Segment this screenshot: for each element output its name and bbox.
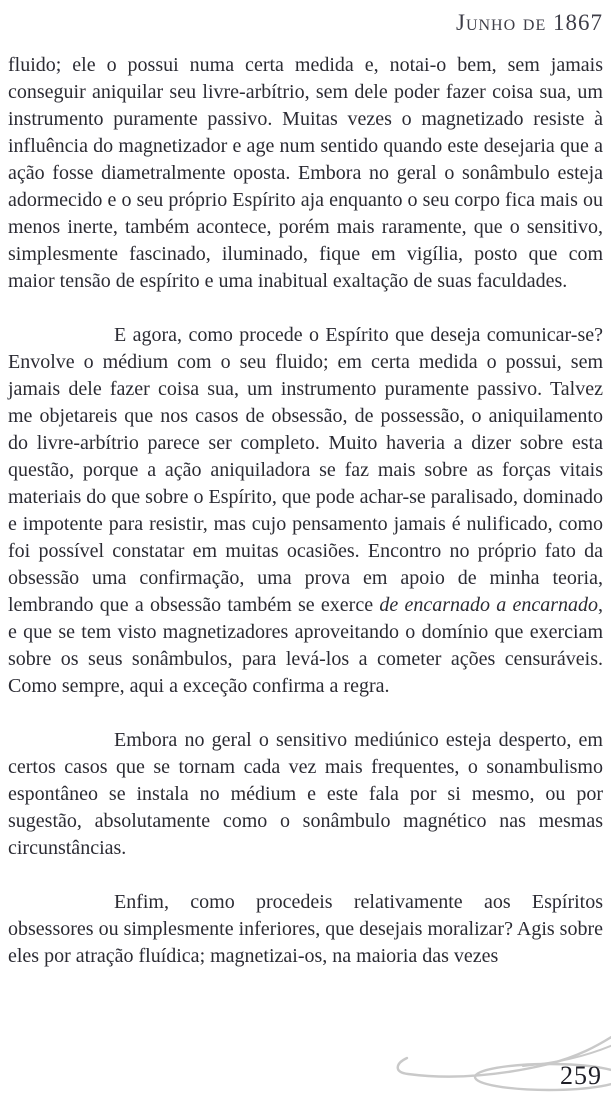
- page-footer: [373, 1036, 611, 1098]
- paragraph-2-italic-phrase: de encarnado a encarnado: [379, 594, 599, 616]
- page-body: [8, 52, 603, 997]
- paragraph-2-text-continued: , e que se tem visto magnetizadores aproveitando o domínio que exerciam sobre os seus sonâmbulos, para levá-los a cometer ações censuráveis. Como sempre, aqui a exceção confirma a regra.: [8, 594, 604, 697]
- paragraph-4: Enfim, como procedeis relativamente aos Espíritos obsessores ou simplesmente inferiores, que desejais moralizar? Agis sobre eles por atração fluídica; magnetizai-os, na maioria das vezes: [8, 891, 603, 967]
- page-number: 259: [560, 1061, 602, 1090]
- paragraph-1: fluido; ele o possui numa certa medida e, notai-o bem, sem jamais conseguir aniquilar seu livre-arbítrio, sem dele poder fazer coisa sua, um instrumento puramente passivo. Muitas vezes o magnetizado resiste à influência do magnetizador e age num sentido quando este desejaria que a ação fosse diametralmente oposta. Embora no geral o sonâmbulo esteja adormecido e o seu próprio Espírito aja enquanto o seu corpo fica mais ou menos inerte, também acontece, porém mais raramente, que o sensitivo, simplesmente fascinado, iluminado, fique em vigília, posto que com maior tensão de espírito e uma inabitual exaltação de suas faculdades.: [8, 54, 603, 292]
- paragraph-2-text: E agora, como procede o Espírito que deseja comunicar-se? Envolve o médium com o seu fluido; em certa medida o possui, sem jamais dele fazer coisa sua, um instrumento puramente passivo. Talvez me objetareis que nos casos de obsessão, de possessão, o aniquilamento do livre-arbítrio parece ser completo. Muito haveria a dizer sobre esta questão, porque a ação aniquiladora se faz mais sobre as forças vitais materiais do que sobre o Espírito, que pode achar-se paralisado, dominado e impotente para resistir, mas cujo pensamento jamais é nulificado, como foi possível constatar em muitas ocasiões. Encontro no próprio fato da obsessão uma confirmação, uma prova em apoio de minha teoria, lembrando que a obsessão também se exerce: [8, 324, 603, 616]
- paragraph-2: [8, 322, 603, 700]
- running-header: Junho de 1867: [456, 10, 603, 35]
- paragraph-3: Embora no geral o sensitivo mediúnico esteja desperto, em certos casos que se tornam cada vez mais frequentes, o sonambulismo espontâneo se instala no médium e este fala por si mesmo, ou por sugestão, absolutamente como o sonâmbulo magnético nas mesmas circunstâncias.: [8, 729, 603, 859]
